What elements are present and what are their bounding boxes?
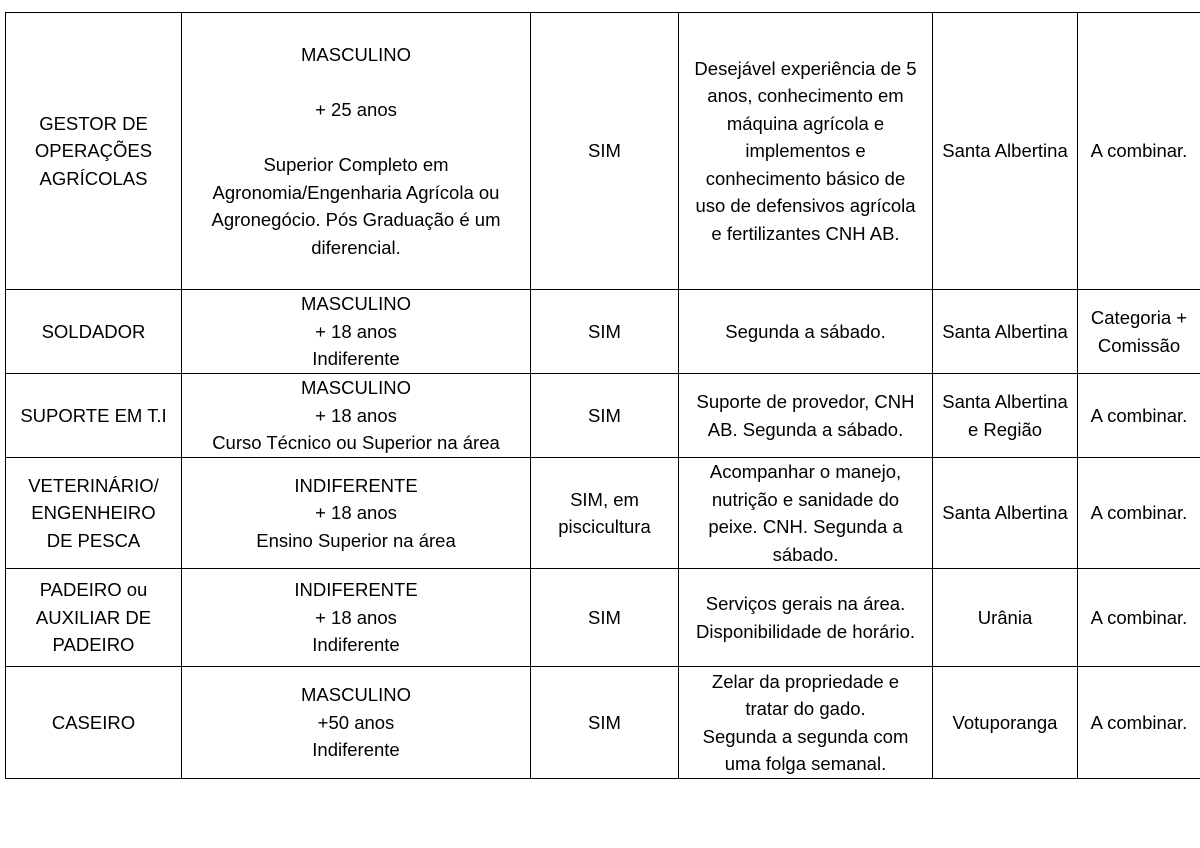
cell-text-line: MASCULINO bbox=[301, 44, 411, 65]
cell-text-line: anos, conhecimento em bbox=[707, 85, 904, 107]
cell-text-line: PADEIRO ou bbox=[39, 579, 148, 601]
cell-text-line: peixe. CNH. Segunda a bbox=[708, 516, 903, 537]
cell-text-line: Santa Albertina bbox=[942, 320, 1068, 342]
cell-text-line: Indiferente bbox=[312, 348, 400, 370]
cell-text-line: MASCULINO bbox=[301, 684, 411, 706]
local-cell bbox=[933, 290, 1078, 374]
cell-text-line: implementos e bbox=[745, 140, 866, 162]
cell-text-line: OPERAÇÕES bbox=[34, 140, 153, 162]
cell-text-line: Acompanhar o manejo, bbox=[709, 461, 902, 482]
cell-text-line: + 18 anos bbox=[315, 320, 397, 342]
cell-text-line: A combinar. bbox=[1090, 606, 1188, 628]
cell-text-line: AUXILIAR DE bbox=[35, 606, 152, 628]
cell-text-line: uso de defensivos agrícola bbox=[695, 195, 916, 217]
experiencia-cell bbox=[531, 13, 679, 290]
cell-text-line: A combinar. bbox=[1090, 140, 1188, 162]
cell-text-line: Comissão bbox=[1097, 334, 1181, 356]
cell-text-line: SIM bbox=[588, 140, 621, 162]
cell-text-line: + 18 anos bbox=[315, 502, 397, 524]
cell-text-line bbox=[184, 124, 528, 152]
salario-cell bbox=[1078, 569, 1200, 667]
cell-text-line: SIM bbox=[588, 404, 621, 426]
cell-text-line: Disponibilidade de horário. bbox=[695, 620, 916, 642]
cell-text-line: AGRÍCOLAS bbox=[39, 167, 148, 189]
cell-text-line: Votuporanga bbox=[952, 711, 1058, 733]
cell-text-line: SIM, em bbox=[570, 488, 639, 510]
cargo-cell bbox=[6, 667, 182, 779]
cell-text-line: Segunda a segunda com bbox=[702, 725, 909, 747]
cell-text-line: nutrição e sanidade do bbox=[711, 488, 900, 510]
cell-text-line: SIM bbox=[588, 711, 621, 733]
cell-text-line: Agronegócio. Pós Graduação é um bbox=[211, 209, 501, 230]
cell-text-line: Zelar da propriedade e bbox=[711, 670, 900, 692]
descricao-cell bbox=[679, 569, 933, 667]
table-row bbox=[6, 13, 1200, 290]
perfil-cell bbox=[182, 290, 531, 374]
cell-text-line: A combinar. bbox=[1090, 404, 1188, 426]
perfil-cell bbox=[182, 667, 531, 779]
experiencia-cell bbox=[531, 667, 679, 779]
cargo-cell bbox=[6, 374, 182, 458]
perfil-cell bbox=[182, 374, 531, 458]
cell-text-line: e fertilizantes CNH AB. bbox=[711, 222, 900, 244]
cell-text-line: Serviços gerais na área. bbox=[705, 593, 906, 614]
local-cell bbox=[933, 569, 1078, 667]
cell-text-line: GESTOR DE bbox=[39, 112, 148, 134]
cell-text-line: DE PESCA bbox=[46, 529, 141, 551]
salario-cell bbox=[1078, 374, 1200, 458]
cell-text-line: SIM bbox=[588, 320, 621, 342]
cell-text-line: piscicultura bbox=[558, 516, 651, 537]
cell-text-line: Curso Técnico ou Superior na área bbox=[212, 432, 500, 454]
cell-text-line: Agronomia/Engenharia Agrícola ou bbox=[212, 181, 500, 203]
cell-text-line: INDIFERENTE bbox=[294, 474, 418, 496]
job-listings-sheet bbox=[5, 12, 1200, 779]
experiencia-cell bbox=[531, 569, 679, 667]
experiencia-cell bbox=[531, 374, 679, 458]
cell-text-line: Ensino Superior na área bbox=[256, 529, 456, 551]
salario-cell bbox=[1078, 290, 1200, 374]
cargo-cell bbox=[6, 569, 182, 667]
table-row bbox=[6, 290, 1200, 374]
cell-text-line: A combinar. bbox=[1090, 502, 1188, 524]
local-cell bbox=[933, 458, 1078, 569]
cell-text-line: Categoria + bbox=[1090, 307, 1188, 328]
salario-cell bbox=[1078, 667, 1200, 779]
cell-text-line: MASCULINO bbox=[301, 377, 411, 399]
perfil-cell bbox=[182, 458, 531, 569]
cargo-cell bbox=[6, 458, 182, 569]
descricao-cell bbox=[679, 374, 933, 458]
cell-text-line: +50 anos bbox=[317, 711, 395, 733]
cell-text-line: + 18 anos bbox=[315, 404, 397, 426]
cell-text-line: CASEIRO bbox=[51, 711, 136, 733]
local-cell bbox=[933, 13, 1078, 290]
cell-text-line: Santa Albertina bbox=[942, 502, 1068, 524]
cell-text-line: MASCULINO bbox=[301, 293, 411, 315]
cell-text-line: Suporte de provedor, CNH bbox=[696, 391, 915, 412]
cell-text-line: tratar do gado. bbox=[745, 698, 866, 719]
experiencia-cell bbox=[531, 290, 679, 374]
job-listings-table bbox=[5, 12, 1200, 779]
perfil-cell bbox=[182, 569, 531, 667]
table-row bbox=[6, 569, 1200, 667]
cell-text-line: máquina agrícola e bbox=[726, 112, 885, 134]
cell-text-line: Segunda a sábado. bbox=[725, 320, 886, 342]
cell-text-line: Santa Albertina bbox=[942, 391, 1068, 412]
cell-text-line: e Região bbox=[967, 418, 1043, 440]
cell-text-line: SOLDADOR bbox=[41, 320, 146, 342]
cell-text-line: conhecimento básico de bbox=[705, 167, 906, 189]
cell-text-line: INDIFERENTE bbox=[294, 579, 418, 601]
cell-text-line: SUPORTE EM T.I bbox=[20, 404, 167, 426]
table-row bbox=[6, 667, 1200, 779]
cell-text-line: Urânia bbox=[977, 606, 1033, 628]
cell-text-line: A combinar. bbox=[1090, 711, 1188, 733]
table-row bbox=[6, 374, 1200, 458]
cell-text-line: Superior Completo em bbox=[263, 154, 449, 175]
cell-text-line: AB. Segunda a sábado. bbox=[707, 418, 904, 440]
job-rows bbox=[6, 13, 1200, 779]
cell-text-line: + 18 anos bbox=[315, 606, 397, 628]
cell-text-line: Indiferente bbox=[312, 739, 400, 761]
local-cell bbox=[933, 667, 1078, 779]
cell-text-line: Santa Albertina bbox=[942, 140, 1068, 162]
local-cell bbox=[933, 374, 1078, 458]
descricao-cell bbox=[679, 290, 933, 374]
cell-text-line: SIM bbox=[588, 606, 621, 628]
descricao-cell bbox=[679, 667, 933, 779]
cell-text-line: diferencial. bbox=[311, 236, 401, 258]
cell-text-line: sábado. bbox=[772, 543, 839, 565]
cell-text-line: VETERINÁRIO/ bbox=[28, 474, 159, 496]
descricao-cell bbox=[679, 458, 933, 569]
cell-text-line: PADEIRO bbox=[52, 634, 135, 656]
experiencia-cell bbox=[531, 458, 679, 569]
cell-text-line: Indiferente bbox=[312, 634, 400, 656]
salario-cell bbox=[1078, 13, 1200, 290]
cell-text-line bbox=[184, 69, 528, 97]
cell-text-line: ENGENHEIRO bbox=[31, 502, 156, 524]
descricao-cell bbox=[679, 13, 933, 290]
cargo-cell bbox=[6, 13, 182, 290]
cell-text-line: Desejável experiência de 5 bbox=[694, 57, 917, 79]
table-row bbox=[6, 458, 1200, 569]
cell-text-line: uma folga semanal. bbox=[724, 753, 887, 774]
cell-text-line: + 25 anos bbox=[315, 99, 397, 120]
perfil-cell bbox=[182, 13, 531, 290]
salario-cell bbox=[1078, 458, 1200, 569]
cargo-cell bbox=[6, 290, 182, 374]
